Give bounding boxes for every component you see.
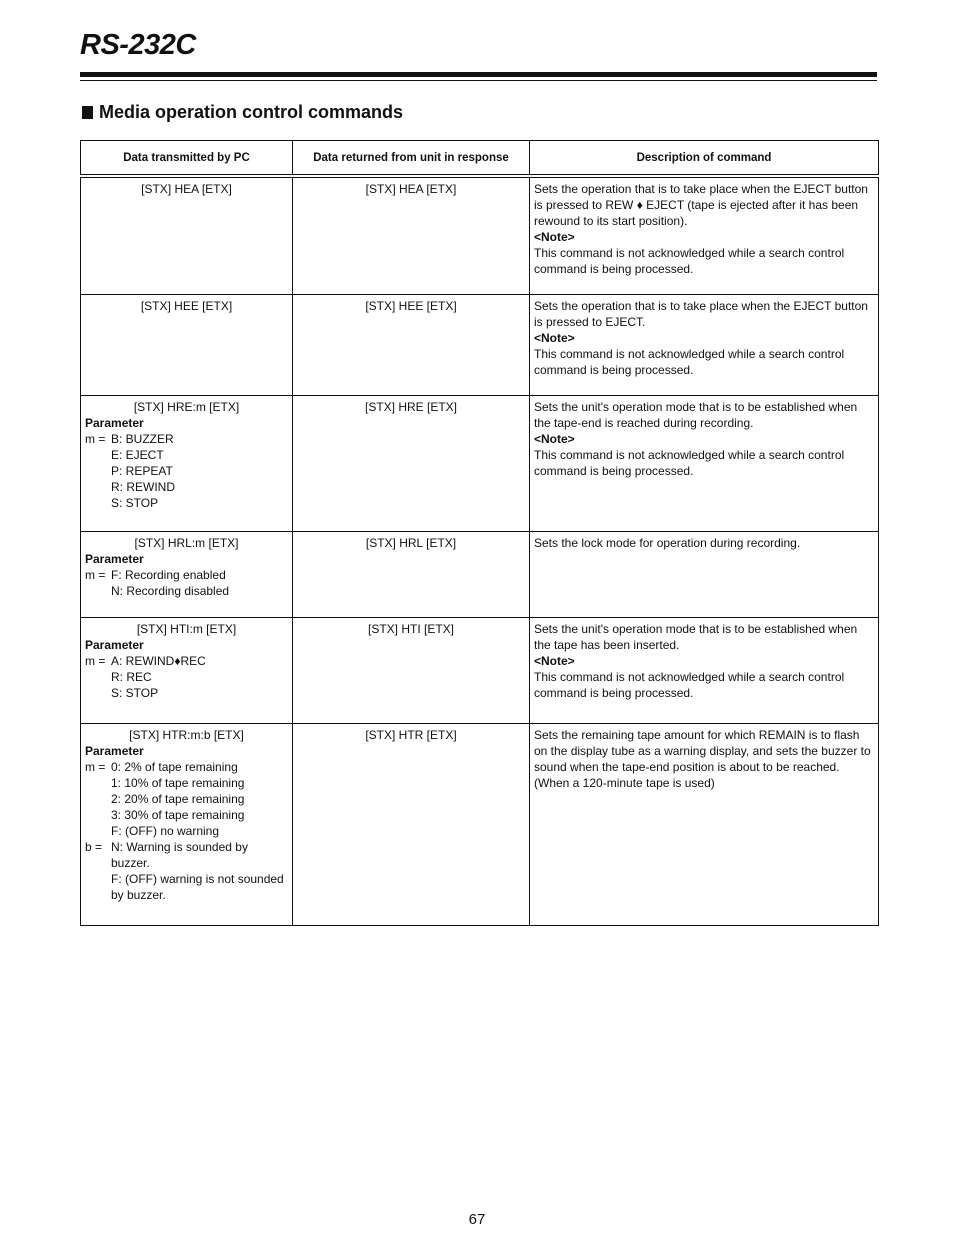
note-text: This command is not acknowledged while a search control command is being processed. — [534, 346, 845, 377]
page-number: 67 — [468, 1211, 486, 1228]
parameter-key: b = — [85, 839, 103, 854]
parameter-key — [85, 495, 111, 511]
parameter-key: m = — [85, 653, 106, 668]
parameter-key — [85, 447, 111, 463]
column-header-sent: Data transmitted by PC — [81, 141, 293, 177]
description-text: Sets the unit's operation mode that is to be established when the tape has been inserted. — [534, 621, 858, 652]
parameter-item — [85, 775, 288, 791]
parameter-item — [85, 431, 288, 447]
cell-description — [530, 294, 879, 395]
note-label: <Note> — [534, 330, 575, 345]
cell-description — [530, 176, 879, 294]
note-label: <Note> — [534, 230, 575, 244]
parameter-item — [85, 823, 288, 839]
parameter-value: 3: 30% of tape remaining — [111, 807, 245, 822]
parameter-key — [85, 669, 111, 685]
cell-response — [293, 395, 530, 531]
sent-command: [STX] HEA [ETX] — [141, 182, 232, 196]
sent-command: [STX] HRE:m [ETX] — [133, 399, 240, 414]
parameter-key — [85, 823, 111, 839]
response-command: [STX] HEA [ETX] — [365, 182, 457, 196]
parameter-item — [85, 791, 288, 807]
parameter-value: E: EJECT — [111, 447, 164, 462]
table-row — [81, 294, 879, 395]
parameter-item — [85, 685, 288, 701]
parameter-item — [85, 871, 288, 903]
parameter-value: 2: 20% of tape remaining — [111, 791, 245, 806]
response-command: [STX] HTI [ETX] — [367, 621, 454, 636]
parameter-label: Parameter — [85, 637, 144, 652]
cell-sent — [81, 531, 293, 617]
description-text: Sets the operation that is to take place when the EJECT button is pressed to REW ♦ EJECT (tape is ejected after it has been rewound to its start position). — [534, 182, 868, 228]
parameter-key — [85, 871, 111, 903]
parameter-key: m = — [85, 759, 106, 774]
cell-sent — [81, 294, 293, 395]
cell-response — [293, 531, 530, 617]
page-title: RS-232C — [80, 29, 196, 61]
cell-sent — [81, 723, 293, 925]
cell-response — [293, 723, 530, 925]
parameter-key — [85, 685, 111, 701]
parameter-value: N: Recording disabled — [111, 583, 230, 598]
response-command: [STX] HTR [ETX] — [365, 727, 457, 742]
parameter-key — [85, 775, 111, 791]
parameter-value: R: REC — [111, 669, 152, 684]
parameter-value: R: REWIND — [111, 479, 175, 494]
parameter-value: B: BUZZER — [111, 431, 174, 446]
parameter-value: F: (OFF) warning is not sounded by buzzer. — [111, 871, 284, 902]
table-row — [81, 617, 879, 723]
description-text: Sets the operation that is to take place when the EJECT button is pressed to EJECT. — [534, 298, 868, 329]
parameter-value: 0: 2% of tape remaining — [111, 759, 238, 774]
cell-description — [530, 723, 879, 925]
parameter-key: m = — [85, 567, 106, 582]
parameter-value: P: REPEAT — [111, 463, 173, 478]
square-bullet-icon — [82, 106, 93, 119]
section-title: Media operation control commands — [99, 102, 404, 122]
parameter-key: m = — [85, 431, 106, 446]
description-text: Sets the unit's operation mode that is to be established when the tape-end is reached during recording. — [534, 399, 858, 430]
header-rule-thin — [80, 80, 877, 81]
note-label: <Note> — [534, 653, 575, 668]
command-table — [80, 140, 879, 926]
parameter-key — [85, 479, 111, 495]
parameter-value: F: Recording enabled — [111, 567, 226, 582]
parameter-key — [85, 463, 111, 479]
parameter-value: F: (OFF) no warning — [111, 823, 220, 838]
table-row — [81, 723, 879, 925]
cell-sent — [81, 395, 293, 531]
cell-response — [293, 294, 530, 395]
parameter-label: Parameter — [85, 415, 144, 430]
parameter-item — [85, 583, 288, 599]
response-command: [STX] HEE [ETX] — [365, 298, 457, 313]
section-heading — [82, 100, 403, 124]
note-text: This command is not acknowledged while a search control command is being processed. — [534, 669, 845, 700]
column-header-description: Description of command — [530, 141, 879, 177]
parameter-value: N: Warning is sounded by buzzer. — [111, 839, 248, 870]
column-header-response: Data returned from unit in response — [293, 141, 530, 177]
description-text: Sets the lock mode for operation during recording. — [534, 535, 801, 550]
parameter-item — [85, 653, 288, 669]
parameter-label: Parameter — [85, 743, 144, 758]
parameter-key — [85, 583, 111, 599]
parameter-item — [85, 479, 288, 495]
parameter-item — [85, 759, 288, 775]
parameter-key — [85, 791, 111, 807]
cell-response — [293, 176, 530, 294]
parameter-item — [85, 495, 288, 511]
parameter-item — [85, 567, 288, 583]
sent-command: [STX] HTI:m [ETX] — [136, 621, 237, 636]
parameter-item — [85, 463, 288, 479]
cell-sent — [81, 176, 293, 294]
parameter-value: S: STOP — [111, 685, 159, 700]
response-command: [STX] HRL [ETX] — [365, 535, 457, 550]
parameter-key — [85, 807, 111, 823]
parameter-value: 1: 10% of tape remaining — [111, 775, 245, 790]
sent-command: [STX] HEE [ETX] — [140, 298, 233, 313]
parameter-value: S: STOP — [111, 495, 159, 510]
note-text: This command is not acknowledged while a search control command is being processed. — [534, 246, 845, 276]
note-text: This command is not acknowledged while a search control command is being processed. — [534, 447, 845, 478]
cell-response — [293, 617, 530, 723]
parameter-item — [85, 669, 288, 685]
parameter-label: Parameter — [85, 551, 144, 566]
cell-description — [530, 617, 879, 723]
response-command: [STX] HRE [ETX] — [364, 399, 457, 414]
sent-command: [STX] HRL:m [ETX] — [134, 535, 239, 550]
sent-command: [STX] HTR:m:b [ETX] — [129, 727, 244, 742]
table-header-row — [81, 141, 879, 177]
table-row — [81, 395, 879, 531]
cell-description — [530, 395, 879, 531]
header-rule-thick — [80, 72, 877, 77]
table-row — [81, 176, 879, 294]
parameter-value: A: REWIND♦REC — [111, 653, 206, 668]
note-label: <Note> — [534, 431, 575, 446]
cell-description — [530, 531, 879, 617]
cell-sent — [81, 617, 293, 723]
table-row — [81, 531, 879, 617]
parameter-item — [85, 447, 288, 463]
parameter-item — [85, 807, 288, 823]
parameter-item — [85, 839, 288, 871]
description-text: Sets the remaining tape amount for which REMAIN is to flash on the display tube as a warning display, and sets the buzzer to sound when the tape-end position is about to be reached. (When a 120-minute tape is used) — [534, 727, 871, 790]
